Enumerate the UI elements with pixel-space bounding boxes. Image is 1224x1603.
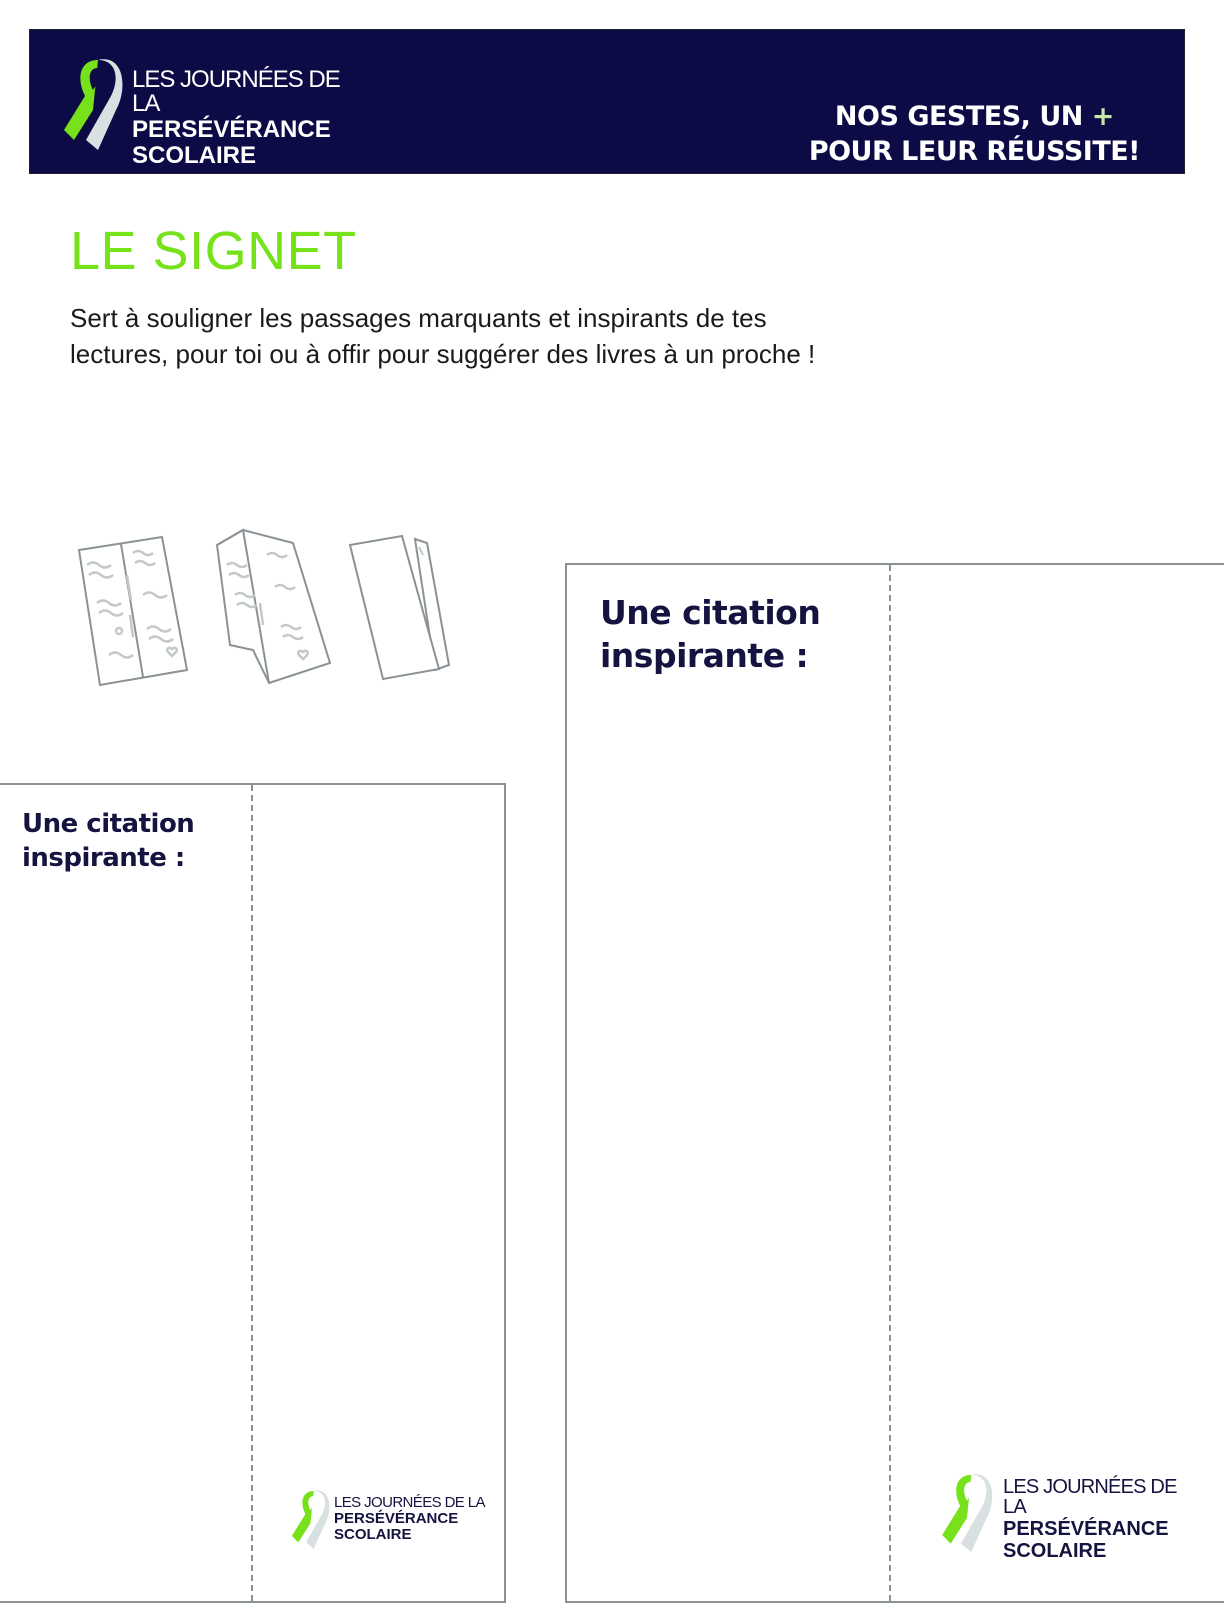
logo-line-1: LES JOURNÉES DE LA xyxy=(1003,1476,1177,1518)
slogan-line-2: POUR LEUR RÉUSSITE! xyxy=(808,136,1140,167)
ribbon-icon xyxy=(937,1467,997,1555)
page-title: LE SIGNET xyxy=(70,221,357,281)
open-bookmark-icon xyxy=(79,537,187,685)
bookmark-heading-line-2: inspirante : xyxy=(600,636,809,675)
slogan xyxy=(809,99,1140,169)
bookmark-logo xyxy=(937,1467,1197,1562)
fold-line xyxy=(251,785,253,1601)
logo-line-3: SCOLAIRE xyxy=(1003,1540,1107,1562)
logo-line-3: SCOLAIRE xyxy=(334,1526,412,1543)
slogan-line-1: NOS GESTES, UN xyxy=(834,101,1092,132)
bookmark-heading-line-2: inspirante : xyxy=(22,843,185,873)
logo-line-2: PERSÉVÉRANCE xyxy=(1003,1518,1169,1540)
bookmark-logo xyxy=(288,1485,488,1555)
bookmark-right xyxy=(565,563,1224,1603)
logo-line-1: LES JOURNÉES DE LA xyxy=(334,1494,485,1511)
intro-line-1: Sert à souligner les passages marquants et inspirants de tes xyxy=(70,303,767,333)
header-banner xyxy=(29,29,1185,174)
logo-line-3: SCOLAIRE xyxy=(132,142,257,169)
folded-bookmark-icon xyxy=(350,536,449,679)
logo-line-2: PERSÉVÉRANCE xyxy=(132,116,331,143)
bookmark-heading-line-1: Une citation xyxy=(600,593,821,632)
intro-text xyxy=(70,300,970,372)
logo-line-1: LES JOURNÉES DE LA xyxy=(132,66,340,117)
plus-icon: + xyxy=(1091,101,1114,132)
bookmark-heading xyxy=(22,807,194,875)
half-folded-bookmark-icon xyxy=(217,530,330,683)
intro-line-2: lectures, pour toi ou à offir pour suggérer des livres à un proche ! xyxy=(70,339,816,369)
ribbon-icon xyxy=(58,52,128,152)
folding-illustrations xyxy=(75,525,465,700)
bookmark-heading xyxy=(600,591,820,677)
bookmark-left xyxy=(0,783,506,1603)
bookmark-heading-line-1: Une citation xyxy=(22,809,195,839)
fold-line xyxy=(889,565,891,1601)
header-logo xyxy=(58,52,358,169)
logo-line-2: PERSÉVÉRANCE xyxy=(334,1510,459,1527)
ribbon-icon xyxy=(288,1485,333,1551)
